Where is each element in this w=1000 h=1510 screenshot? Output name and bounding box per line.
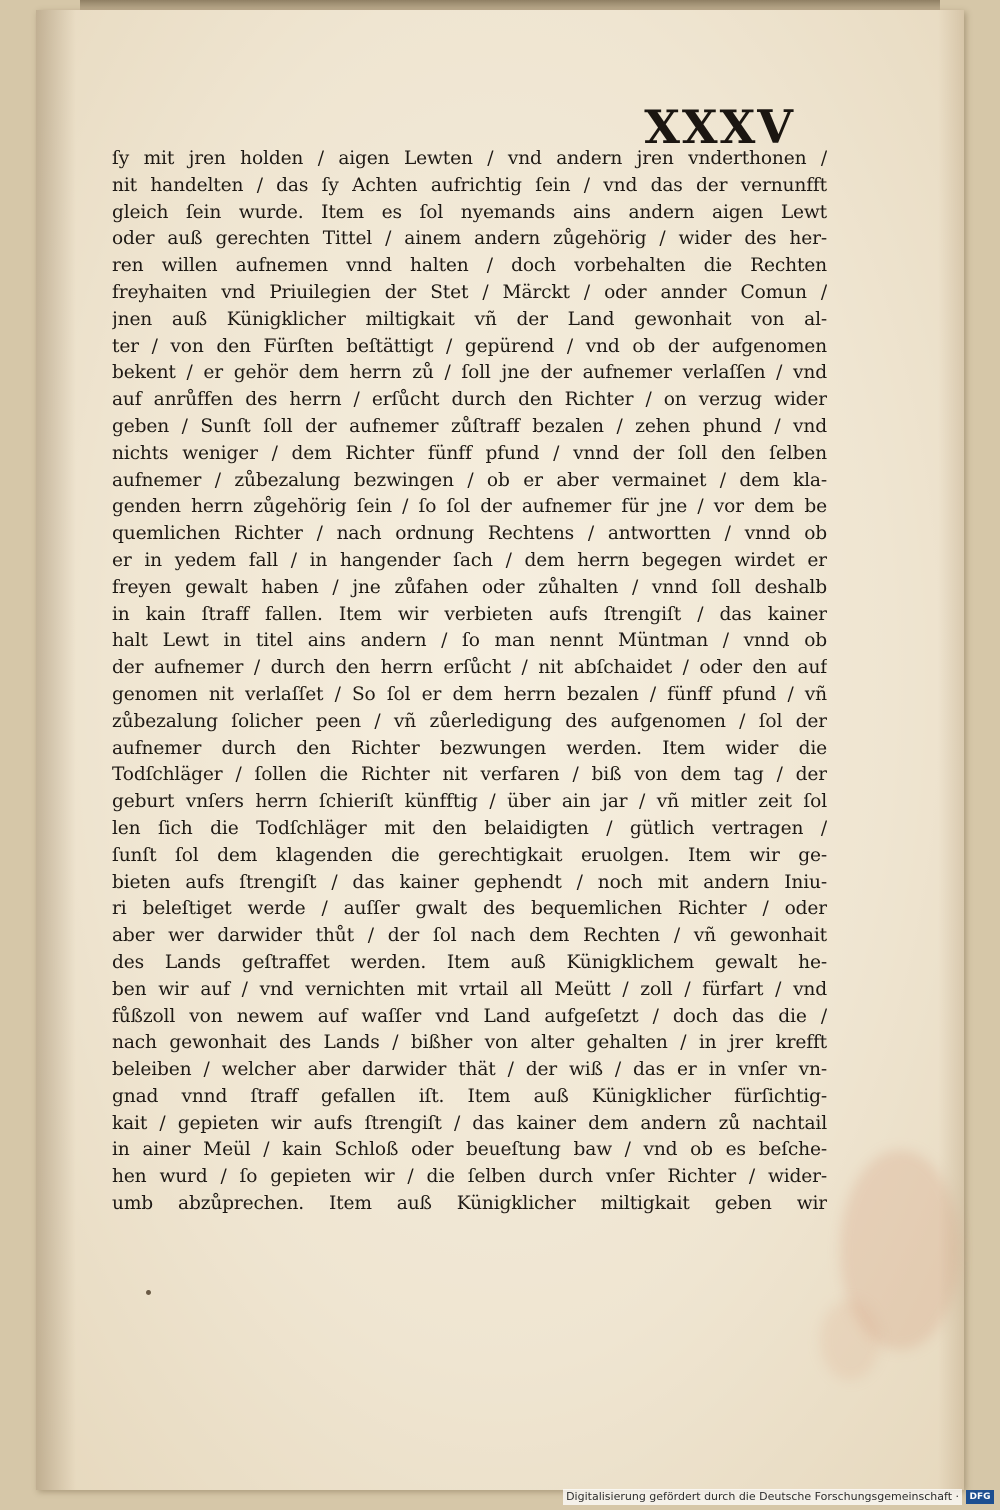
text-line: oder auß gerechten Tittel / ainem andern zůgehörig / wider des her- [112, 228, 827, 250]
text-line: hen wurd / ſo gepieten wir / die ſelben durch vnſer Richter / wider- [112, 1166, 827, 1188]
text-line: ſy mit jren holden / aigen Lewten / vnd andern jren vnderthonen / [112, 148, 827, 169]
text-line: der aufnemer / durch den herrn erſůcht / nit abſchaidet / oder den auf [112, 657, 827, 679]
text-line: genden herrn zůgehörig ſein / ſo ſol der aufnemer für jne / vor dem be [112, 496, 827, 518]
text-line: geburt vnſers herrn ſchieriſt künfftig / über ain jar / vñ mitler zeit ſol [112, 791, 827, 813]
text-line: kait / gepieten wir aufs ſtrengiſt / das kainer dem andern zů nachtail [112, 1112, 827, 1134]
text-line: aber wer darwider thůt / der ſol nach dem Rechten / vñ gewonhait [112, 925, 827, 947]
text-line: in ainer Meül / kain Schloß oder beueſtung baw / vnd ob es beſche- [112, 1139, 827, 1161]
dfg-logo-icon: DFG [966, 1490, 994, 1504]
text-line: Todſchläger / ſollen die Richter nit verfaren / biß von dem tag / der [112, 764, 827, 786]
text-line: ri beleſtiget werde / auſſer gwalt des bequemlichen Richter / oder [112, 898, 827, 920]
text-line: nit handelten / das ſy Achten aufrichtig ſein / vnd das der vernunfft [112, 174, 827, 196]
text-line: umb abzůprechen. Item auß Künigklicher miltigkait geben wir [112, 1193, 827, 1215]
funding-footer [563, 1488, 994, 1506]
text-line: nach gewonhait des Lands / bißher von alter gehalten / in jrer krefft [112, 1032, 827, 1054]
text-line: len ſich die Todſchläger mit den belaidigten / gütlich vertragen / [112, 817, 827, 839]
text-line: bekent / er gehör dem herrn zů / ſoll jne der aufnemer verlaſſen / vnd [112, 362, 827, 384]
text-line: quemlichen Richter / nach ordnung Rechtens / antwortten / vnnd ob [112, 523, 827, 545]
ink-speck [146, 1290, 151, 1295]
text-line: halt Lewt in titel ains andern / ſo man nennt Müntman / vnnd ob [112, 630, 827, 652]
text-line: freyen gewalt haben / jne zůfahen oder zůhalten / vnnd ſoll deshalb [112, 576, 827, 598]
text-line: ſunſt ſol dem klagenden die gerechtigkait eruolgen. Item wir ge- [112, 844, 827, 866]
text-line: er in yedem fall / in hangender ſach / dem herrn begegen wirdet er [112, 549, 827, 571]
text-line: freyhaiten vnd Priuilegien der Stet / Märckt / oder annder Comun / [112, 281, 827, 303]
text-line: ben wir auf / vnd vernichten mit vrtail all Meütt / zoll / fürfart / vnd [112, 978, 827, 1000]
text-line: aufnemer / zůbezalung bezwingen / ob er aber vermainet / dem kla- [112, 469, 827, 491]
text-line: zůbezalung ſolicher peen / vñ zůerledigung des aufgenomen / ſol der [112, 710, 827, 732]
text-line: genomen nit verlaſſet / So ſol er dem herrn bezalen / fünff pfund / vñ [112, 683, 827, 705]
text-line: beleiben / welcher aber darwider thät / der wiß / das er in vnſer vn- [112, 1059, 827, 1081]
funding-credit: Digitalisierung gefördert durch die Deutsche Forschungsgemeinschaft · [563, 1489, 962, 1505]
text-line: ter / von den Fürſten beſtättigt / gepürend / vnd ob der aufgenomen [112, 335, 827, 357]
text-line: gnad vnnd ſtraff gefallen iſt. Item auß Künigklicher fürſichtig- [112, 1085, 827, 1107]
text-line: geben / Sunſt ſoll der aufnemer zůſtraff bezalen / zehen phund / vnd [112, 415, 827, 437]
text-line: fůßzoll von newem auf waſſer vnd Land aufgeſetzt / doch das die / [112, 1005, 827, 1027]
paper-stain [820, 1300, 880, 1380]
spine-shadow [36, 10, 76, 1490]
text-line: gleich ſein wurde. Item es ſol nyemands ains andern aigen Lewt [112, 201, 827, 223]
text-line: in kain ſtraff fallen. Item wir verbieten aufs ſtrengiſt / das kainer [112, 603, 827, 625]
text-line: ren willen aufnemen vnnd halten / doch vorbehalten die Rechten [112, 255, 827, 277]
text-line: des Lands geſtraffet werden. Item auß Künigklichem gewalt he- [112, 951, 827, 973]
text-line: bieten aufs ſtrengiſt / das kainer gephendt / noch mit andern Iniu- [112, 871, 827, 893]
body-text [112, 146, 827, 1218]
text-line: nichts weniger / dem Richter fünff pfund / vnnd der ſoll den ſelben [112, 442, 827, 464]
text-line: auf anrůffen des herrn / erſůcht durch den Richter / on verzug wider [112, 389, 827, 411]
text-line: aufnemer durch den Richter bezwungen werden. Item wider die [112, 737, 827, 759]
folio-number: XXXV [644, 100, 795, 154]
text-line: jnen auß Künigklicher miltigkait vñ der Land gewonhait von al- [112, 308, 827, 330]
